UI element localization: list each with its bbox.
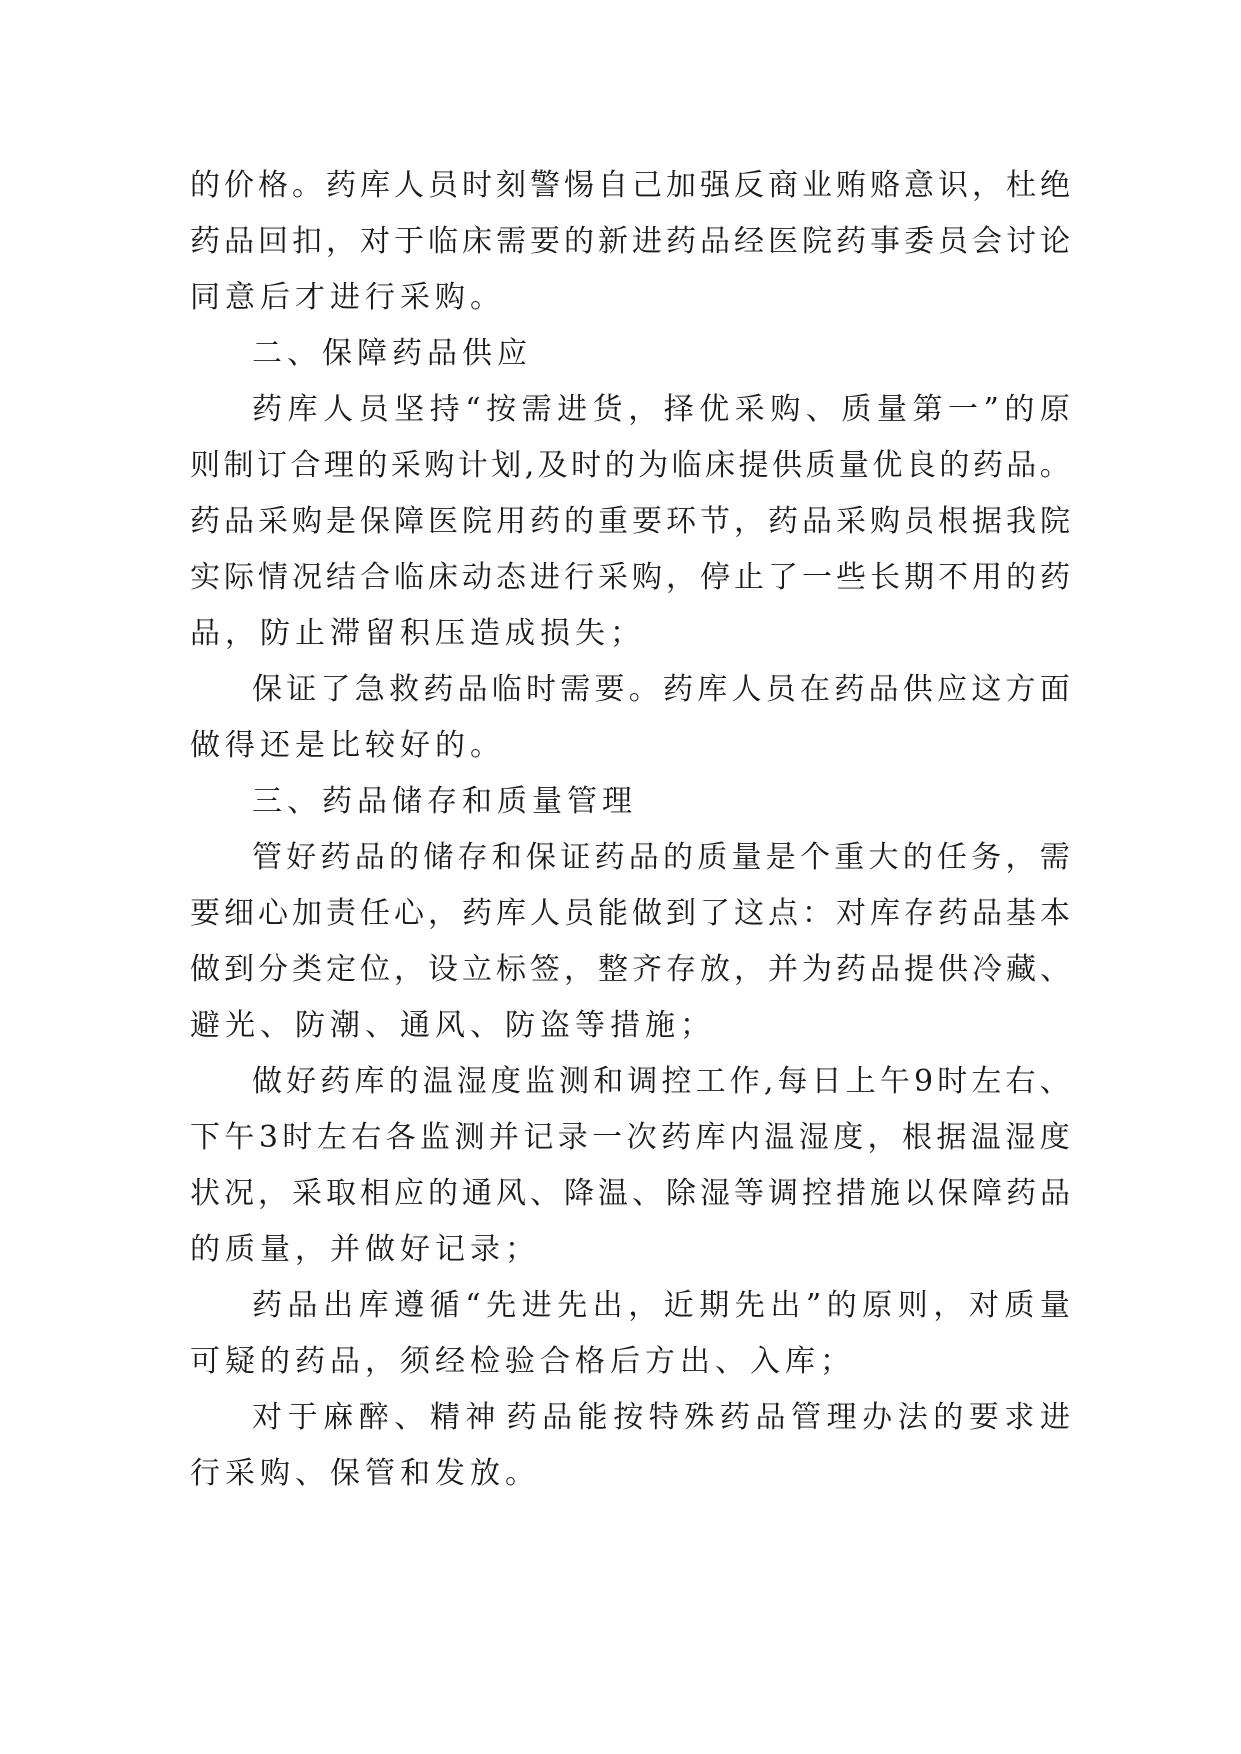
text-line: 药 库 人 员 坚 持 “ 按 需 进 货 ， 择 优 采 购 、 质 量 第 一 ” 的 原: [252, 392, 1070, 427]
text-line: 可疑的药品，须经检验合格后方出、入库；: [190, 1344, 855, 1379]
text-line: 做得还是比较好的。: [190, 728, 505, 763]
text-line: 的质量，并做好记录；: [190, 1232, 540, 1267]
text-line: 下 午 3 时 左 右 各 监 测 并 记 录 一 次 药 库 内 温 湿 度 ， 根 据 温 湿 度: [190, 1120, 1070, 1155]
section-heading: 二、保障药品供应: [252, 336, 532, 371]
text-line: 药 品 出 库 遵 循 “ 先 进 先 出 ， 近 期 先 出 ” 的 原 则 ， 对 质 量: [252, 1288, 1070, 1323]
document-body: [190, 158, 1070, 1502]
text-line: 管 好 药 品 的 储 存 和 保 证 药 品 的 质 量 是 个 重 大 的 任 务 ， 需: [252, 840, 1070, 875]
text-line: 避光、防潮、通风、防盗等措施；: [190, 1008, 715, 1043]
text-line: 同意后才进行采购。: [190, 280, 505, 315]
text-line: 要 细 心 加 责 任 心 ， 药 库 人 员 能 做 到 了 这 点 ： 对 库 存 药 品 基 本: [190, 896, 1070, 931]
text-line: 药 品 回 扣 ， 对 于 临 床 需 要 的 新 进 药 品 经 医 院 药 事 委 员 会 讨 论: [190, 224, 1070, 259]
text-line: 实 际 情 况 结 合 临 床 动 态 进 行 采 购 ， 停 止 了 一 些 长 期 不 用 的 药: [190, 560, 1070, 595]
text-line: 状 况 ， 采 取 相 应 的 通 风 、 降 温 、 除 湿 等 调 控 措 施 以 保 障 药 品: [190, 1176, 1070, 1211]
text-line: 保 证 了 急 救 药 品 临 时 需 要 。 药 库 人 员 在 药 品 供 应 这 方 面: [252, 672, 1070, 707]
text-line: 品，防止滞留积压造成损失；: [190, 616, 645, 651]
section-heading: 三、药品储存和质量管理: [252, 784, 637, 819]
text-line: 则 制 订 合 理 的 采 购 计 划 , 及 时 的 为 临 床 提 供 质 量 优 良 的 药 品 。: [190, 448, 1070, 483]
text-line: 行采购、保管和发放。: [190, 1456, 540, 1491]
text-line: 做 好 药 库 的 温 湿 度 监 测 和 调 控 工 作 , 每 日 上 午 9 时 左 右 、: [252, 1064, 1070, 1099]
text-line: 对 于 麻 醉 、 精 神 药 品 能 按 特 殊 药 品 管 理 办 法 的 要 求 进: [252, 1400, 1070, 1435]
text-line: 的 价 格 。 药 库 人 员 时 刻 警 惕 自 己 加 强 反 商 业 贿 赂 意 识 ， 杜 绝: [190, 168, 1070, 203]
text-line: 药 品 采 购 是 保 障 医 院 用 药 的 重 要 环 节 ， 药 品 采 购 员 根 据 我 院: [190, 504, 1070, 539]
text-line: 做 到 分 类 定 位 ， 设 立 标 签 ， 整 齐 存 放 ， 并 为 药 品 提 供 冷 藏 、: [190, 952, 1070, 987]
